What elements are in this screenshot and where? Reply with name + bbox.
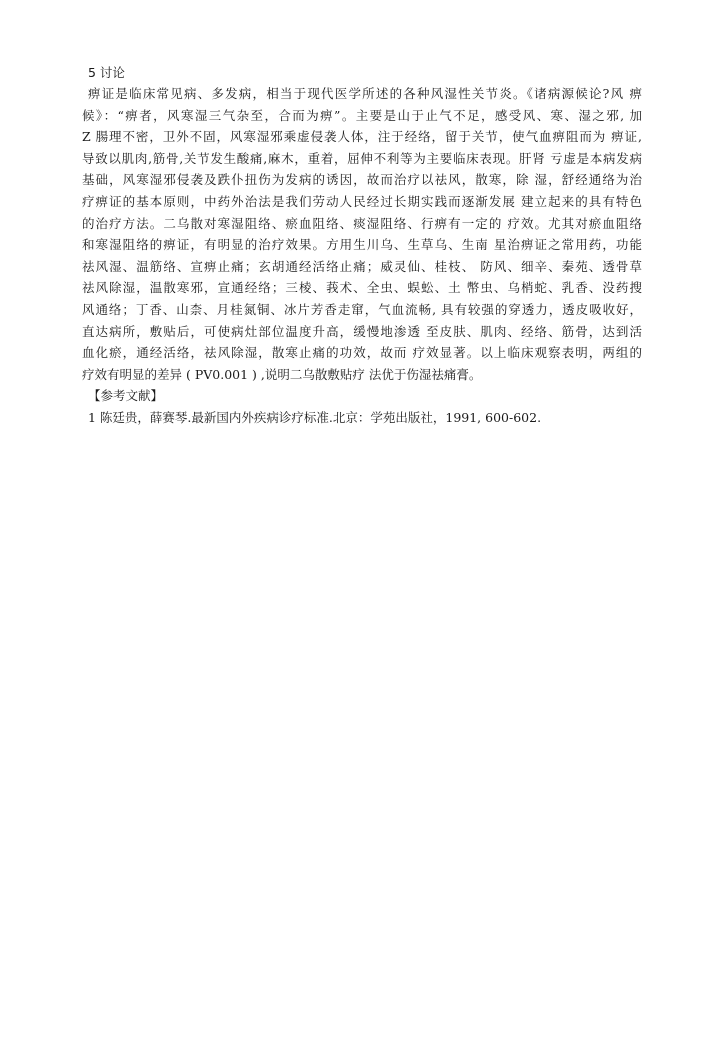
paragraph-line: 导致以肌肉,筋骨,关节发生酸痛,麻木，重着，屈伸不利等为主要临床表现。肝肾 亏虚是本病发病 bbox=[82, 150, 642, 166]
paragraph-line: 祛风除湿，温散寒邪，宣通经络；三棱、莪术、全虫、蜈蚣、土 幣虫、乌梢蛇、乳香、没药搜 bbox=[82, 280, 642, 296]
paragraph-line: 的治疗方法。二乌散对寒湿阻络、瘀血阻络、痰湿阻络、行痹有一定的 疗效。尤其对瘀血阻络 bbox=[82, 215, 642, 231]
document-page bbox=[82, 62, 642, 429]
paragraph-line: 痹证是临床常见病、多发病，相当于现代医学所述的各种风湿性关节炎。《诸病源候论?风 痹 bbox=[88, 86, 642, 101]
reference-item: 1 陈廷贵，薛赛琴.最新国内外疾病诊疗标准.北京：学苑出版社，1991, 600-602. bbox=[88, 409, 542, 425]
discussion-paragraph bbox=[82, 83, 642, 385]
paragraph-line: 风通络；丁香、山柰、月桂氮铜、冰片芳香走窜，气血流畅, 具有较强的穿透力，透皮吸收好， bbox=[82, 301, 642, 317]
paragraph-line: Z 腸理不密，卫外不固，风寒湿邪乘虚侵袭人体，注于经络，留于关节，使气血痹阻而为 痹证, bbox=[82, 129, 642, 145]
paragraph-line: 祛风湿、温筋络、宣痹止痛；玄胡通经活络止痛；威灵仙、桂枝、 防风、细辛、秦苑、透骨草 bbox=[82, 258, 642, 274]
paragraph-line: 疗效有明显的差异 ( PV0.001 ) ,说明二乌散敷贴疗 法优于伤湿祛痛膏。 bbox=[82, 366, 482, 382]
paragraph-line: 血化瘀，通经活络，祛风除湿，散寒止痛的功效，故而 疗效显著。以上临床观察表明，两组的 bbox=[82, 345, 642, 361]
paragraph-line: 疗痹证的基本原则，中药外治法是我们劳动人民经过长期实践而逐渐发展 建立起来的具有特色 bbox=[82, 193, 642, 209]
section-heading: 5 讨论 bbox=[88, 65, 125, 80]
paragraph-line: 直达病所，敷贴后，可使病灶部位温度升高，缓慢地渗透 至皮肤、肌肉、经络、筋骨，达到活 bbox=[82, 323, 642, 339]
paragraph-line: 基础，风寒湿邪侵袭及跌仆扭伤为发病的诱因，故而治疗以祛风，散寒，除 湿，舒经通络为治 bbox=[82, 172, 642, 188]
paragraph-line: 和寒湿阻络的痹证，有明显的治疗效果。方用生川乌、生草乌、生南 星治痹证之常用药，功能 bbox=[82, 237, 642, 253]
paragraph-line: 候》：“痹者，风寒湿三气杂至，合而为痹”。主要是山于止气不足，感受风、寒、湿之邪, 加 bbox=[82, 107, 642, 123]
references-heading: 【参考文献】 bbox=[88, 388, 164, 404]
